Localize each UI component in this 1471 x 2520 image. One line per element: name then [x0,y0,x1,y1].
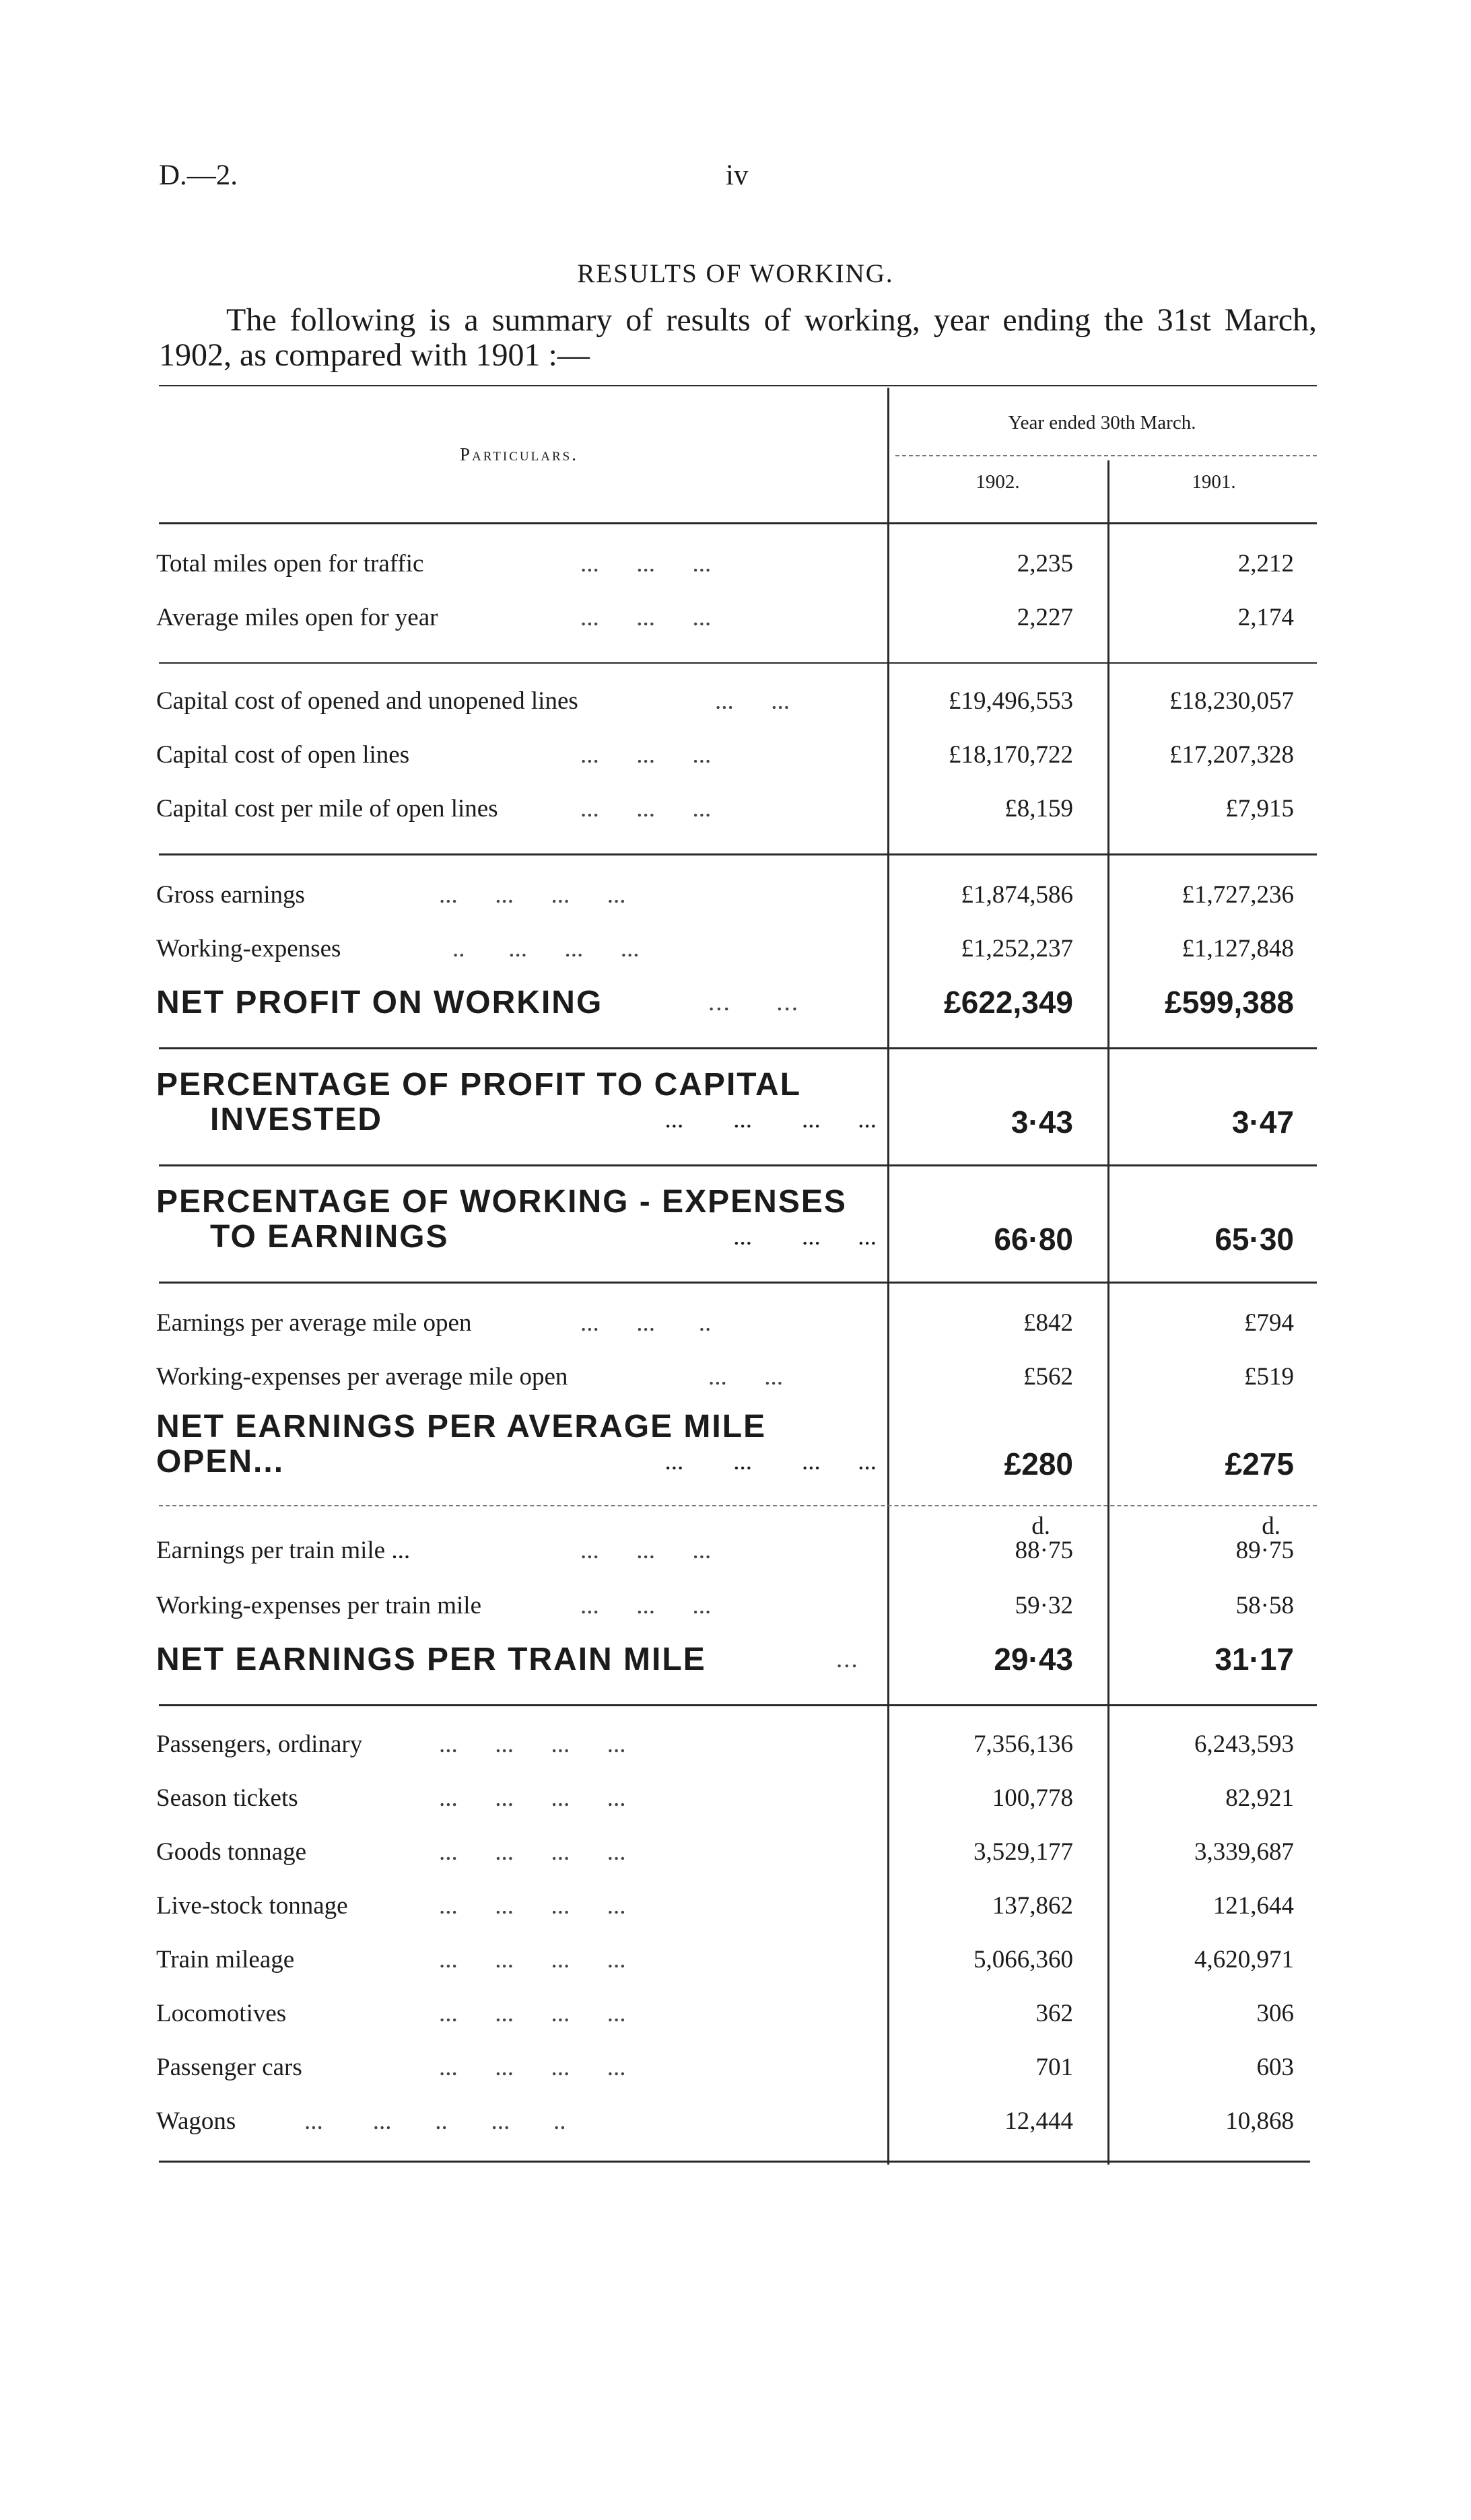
column-header-1901: 1901. [1192,471,1236,493]
document-reference: D.—2. [159,160,238,191]
value-1901: 58·58 [1235,1592,1294,1619]
value-1902: £1,252,237 [961,935,1073,963]
value-1902: £280 [1004,1446,1073,1481]
row-label: Wagons [156,2107,236,2135]
unit-pence-1901: d. [1262,1512,1280,1540]
value-1901: 6,243,593 [1194,1730,1294,1758]
value-1901: £17,207,328 [1169,741,1294,769]
value-1901: 3·47 [1231,1105,1294,1140]
value-1902: £562 [1023,1363,1073,1391]
column-divider-left [887,388,889,2165]
group-rule [159,1047,1317,1049]
row-label: Passenger cars [156,2054,302,2081]
value-1902: 7,356,136 [973,1730,1073,1758]
row-label: Live-stock tonnage [156,1892,348,1920]
group-rule [159,662,1317,664]
value-1901: £7,915 [1225,795,1294,823]
group-rule [159,1164,1317,1166]
value-1902: 12,444 [1004,2107,1073,2135]
value-1902: £622,349 [944,985,1073,1020]
group-rule [159,853,1317,855]
row-label: Earnings per average mile open [156,1309,472,1337]
value-1901: 2,174 [1237,604,1294,631]
value-1902: 2,227 [1017,604,1073,631]
row-label: Capital cost of opened and unopened lines [156,687,578,715]
value-1902: 100,778 [992,1784,1073,1812]
value-1901: 603 [1256,2054,1294,2081]
value-1902: £842 [1023,1309,1073,1337]
value-1901: 89·75 [1235,1537,1294,1564]
value-1901: £519 [1244,1363,1294,1391]
table-bottom-rule [159,2161,1310,2163]
row-label: Earnings per train mile ... [156,1537,411,1564]
value-1902: 701 [1035,2054,1073,2081]
value-1902: 362 [1035,2000,1073,2027]
header-sub-rule [895,455,1317,456]
value-1901: 82,921 [1225,1784,1294,1812]
value-1902: 59·32 [1015,1592,1073,1619]
group-rule [159,1505,1317,1506]
percentage-profit-label: PERCENTAGE OF PROFIT TO CAPITAL INVESTED ... ... ... ... [156,1067,877,1138]
value-1901: £18,230,057 [1169,687,1294,715]
row-label: Capital cost per mile of open lines [156,795,498,823]
value-1901: 10,868 [1225,2107,1294,2135]
value-1902: 66·80 [994,1222,1073,1257]
section-title: RESULTS OF WORKING. [577,259,894,288]
value-1901: 306 [1256,2000,1294,2027]
value-1901: 2,212 [1237,550,1294,578]
row-label: Working-expenses per average mile open [156,1363,568,1391]
row-label: Working-expenses per train mile [156,1592,482,1619]
value-1901: £794 [1244,1309,1294,1337]
value-1901: 3,339,687 [1194,1838,1294,1866]
value-1901: £599,388 [1165,985,1294,1020]
column-divider-right [1107,460,1109,2165]
value-1902: 5,066,360 [973,1946,1073,1973]
column-header-particulars: Particulars. [460,444,578,464]
value-1902: 29·43 [994,1642,1073,1677]
net-earnings-avg-mile-label: NET EARNINGS PER AVERAGE MILE OPEN... ... ... ... ... [156,1409,877,1479]
row-label: Capital cost of open lines [156,741,410,769]
value-1902: £1,874,586 [961,881,1073,909]
value-1902: 137,862 [992,1892,1073,1920]
row-label: Gross earnings [156,881,305,909]
header-bottom-rule [159,522,1317,524]
percentage-expenses-label: PERCENTAGE OF WORKING - EXPENSES TO EARNINGS ... ... ... [156,1184,877,1255]
intro-paragraph: The following is a summary of results of working, year ending the 31st March, 1902, as compared with 1901 :— [159,302,1317,373]
row-label: NET PROFIT ON WORKING [156,985,603,1020]
row-label: Season tickets [156,1784,298,1812]
page-number: iv [726,160,749,191]
group-rule [159,1282,1317,1284]
unit-pence-1902: d. [1031,1512,1050,1540]
value-1901: 4,620,971 [1194,1946,1294,1973]
value-1902: £19,496,553 [949,687,1073,715]
column-header-1902: 1902. [976,471,1020,493]
value-1902: 3·43 [1011,1105,1073,1140]
value-1902: £8,159 [1004,795,1073,823]
row-label: Passengers, ordinary [156,1730,363,1758]
group-rule [159,1704,1317,1706]
row-label: Working-expenses [156,935,341,963]
row-label: Train mileage [156,1946,295,1973]
value-1901: £1,127,848 [1182,935,1294,963]
column-header-year-group: Year ended 30th March. [1008,412,1196,433]
row-label: NET EARNINGS PER TRAIN MILE [156,1642,706,1677]
value-1901: 121,644 [1212,1892,1294,1920]
row-label: Average miles open for year [156,604,438,631]
value-1902: 2,235 [1017,550,1073,578]
row-label: Total miles open for traffic [156,550,424,578]
value-1901: £1,727,236 [1182,881,1294,909]
value-1902: 3,529,177 [973,1838,1073,1866]
value-1902: 88·75 [1015,1537,1073,1564]
value-1901: £275 [1225,1446,1294,1481]
row-label: Locomotives [156,2000,287,2027]
value-1902: £18,170,722 [949,741,1073,769]
value-1901: 65·30 [1215,1222,1294,1257]
table-top-rule [159,385,1317,386]
row-label: Goods tonnage [156,1838,306,1866]
value-1901: 31·17 [1215,1642,1294,1677]
